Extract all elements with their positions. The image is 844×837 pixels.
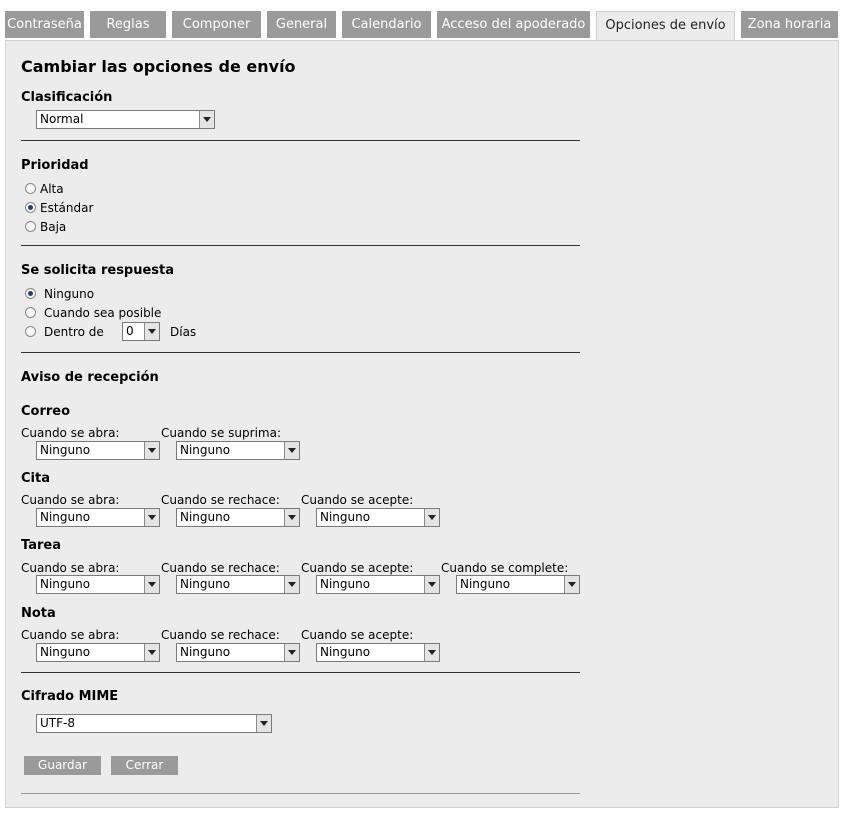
mime-encoding-value: UTF-8: [40, 716, 75, 730]
appointment-open-value: Ninguno: [40, 510, 91, 524]
mime-encoding-select[interactable]: [36, 714, 272, 733]
note-accept-label: Cuando se acepte:: [301, 628, 414, 642]
appointment-decline-value: Ninguno: [180, 510, 231, 524]
appointment-decline-label: Cuando se rechace:: [161, 493, 280, 507]
divider: [21, 140, 580, 141]
note-open-select[interactable]: [36, 643, 160, 662]
priority-standard-radio[interactable]: [25, 202, 36, 213]
note-accept-select[interactable]: [316, 643, 440, 662]
chevron-down-icon: [144, 644, 159, 661]
tab-compose[interactable]: Componer: [172, 11, 261, 38]
tab-rules[interactable]: Reglas: [90, 11, 166, 38]
reply-within-label: Dentro de: [44, 325, 104, 339]
priority-high-radio[interactable]: [25, 183, 36, 194]
priority-heading: Prioridad: [21, 158, 89, 173]
reply-days-unit: Días: [170, 325, 197, 339]
classification-value: Normal: [40, 112, 84, 126]
save-button[interactable]: Guardar: [24, 756, 101, 775]
note-accept-value: Ninguno: [320, 645, 371, 659]
reply-days-value: 0: [126, 324, 134, 338]
reply-none-label: Ninguno: [44, 287, 95, 301]
chevron-down-icon: [424, 509, 439, 526]
classification-heading: Clasificación: [21, 90, 113, 105]
note-decline-label: Cuando se rechace:: [161, 628, 280, 642]
receipt-note-heading: Nota: [21, 606, 56, 621]
priority-standard-label: Estándar: [40, 201, 94, 215]
reply-asap-radio[interactable]: [25, 307, 36, 318]
chevron-down-icon: [144, 509, 159, 526]
task-open-label: Cuando se abra:: [21, 561, 120, 575]
divider: [21, 245, 580, 246]
mail-open-value: Ninguno: [40, 443, 91, 457]
reply-none-radio[interactable]: [25, 288, 36, 299]
appointment-accept-value: Ninguno: [320, 510, 371, 524]
tab-password[interactable]: Contraseña: [5, 11, 84, 38]
note-decline-select[interactable]: [176, 643, 300, 662]
appointment-open-label: Cuando se abra:: [21, 493, 120, 507]
task-decline-value: Ninguno: [180, 577, 231, 591]
mail-delete-select[interactable]: [176, 441, 300, 460]
chevron-down-icon: [144, 442, 159, 459]
mail-open-select[interactable]: [36, 441, 160, 460]
chevron-down-icon: [199, 111, 214, 128]
chevron-down-icon: [256, 715, 271, 732]
divider: [21, 352, 580, 353]
divider: [21, 672, 580, 673]
chevron-down-icon: [284, 644, 299, 661]
priority-high-label: Alta: [40, 182, 64, 196]
note-open-label: Cuando se abra:: [21, 628, 120, 642]
chevron-down-icon: [284, 442, 299, 459]
task-open-select[interactable]: [36, 575, 160, 594]
tab-timezone[interactable]: Zona horaria: [741, 11, 838, 38]
task-complete-value: Ninguno: [460, 577, 511, 591]
page-title: Cambiar las opciones de envío: [21, 57, 296, 76]
reply-days-select[interactable]: [122, 322, 160, 341]
reply-heading: Se solicita respuesta: [21, 263, 175, 278]
receipt-appointment-heading: Cita: [21, 471, 50, 486]
task-decline-label: Cuando se rechace:: [161, 561, 280, 575]
chevron-down-icon: [144, 576, 159, 593]
divider: [21, 793, 580, 794]
send-options-panel: [5, 40, 839, 808]
appointment-decline-select[interactable]: [176, 508, 300, 527]
tab-general[interactable]: General: [267, 11, 336, 38]
appointment-accept-label: Cuando se acepte:: [301, 493, 414, 507]
receipt-task-heading: Tarea: [21, 538, 61, 553]
tab-send-options[interactable]: Opciones de envío: [596, 11, 735, 41]
chevron-down-icon: [144, 323, 159, 340]
chevron-down-icon: [284, 509, 299, 526]
mime-heading: Cifrado MIME: [21, 689, 119, 704]
mail-delete-value: Ninguno: [180, 443, 231, 457]
mail-delete-label: Cuando se suprima:: [161, 426, 281, 440]
mail-open-label: Cuando se abra:: [21, 426, 120, 440]
reply-asap-label: Cuando sea posible: [44, 306, 162, 320]
classification-select[interactable]: [36, 110, 215, 129]
task-accept-value: Ninguno: [320, 577, 371, 591]
receipt-mail-heading: Correo: [21, 404, 71, 419]
chevron-down-icon: [424, 576, 439, 593]
task-complete-label: Cuando se complete:: [441, 561, 569, 575]
task-accept-label: Cuando se acepte:: [301, 561, 414, 575]
task-complete-select[interactable]: [456, 575, 580, 594]
priority-low-radio[interactable]: [25, 221, 36, 232]
appointment-open-select[interactable]: [36, 508, 160, 527]
reply-within-radio[interactable]: [25, 326, 36, 337]
appointment-accept-select[interactable]: [316, 508, 440, 527]
priority-low-label: Baja: [40, 220, 67, 234]
note-decline-value: Ninguno: [180, 645, 231, 659]
tab-proxy-access[interactable]: Acceso del apoderado: [437, 11, 590, 38]
note-open-value: Ninguno: [40, 645, 91, 659]
task-decline-select[interactable]: [176, 575, 300, 594]
tab-calendar[interactable]: Calendario: [342, 11, 431, 38]
task-open-value: Ninguno: [40, 577, 91, 591]
chevron-down-icon: [284, 576, 299, 593]
chevron-down-icon: [564, 576, 579, 593]
receipt-heading: Aviso de recepción: [21, 370, 159, 385]
task-accept-select[interactable]: [316, 575, 440, 594]
chevron-down-icon: [424, 644, 439, 661]
tab-bar: [0, 0, 844, 40]
close-button[interactable]: Cerrar: [111, 756, 178, 775]
